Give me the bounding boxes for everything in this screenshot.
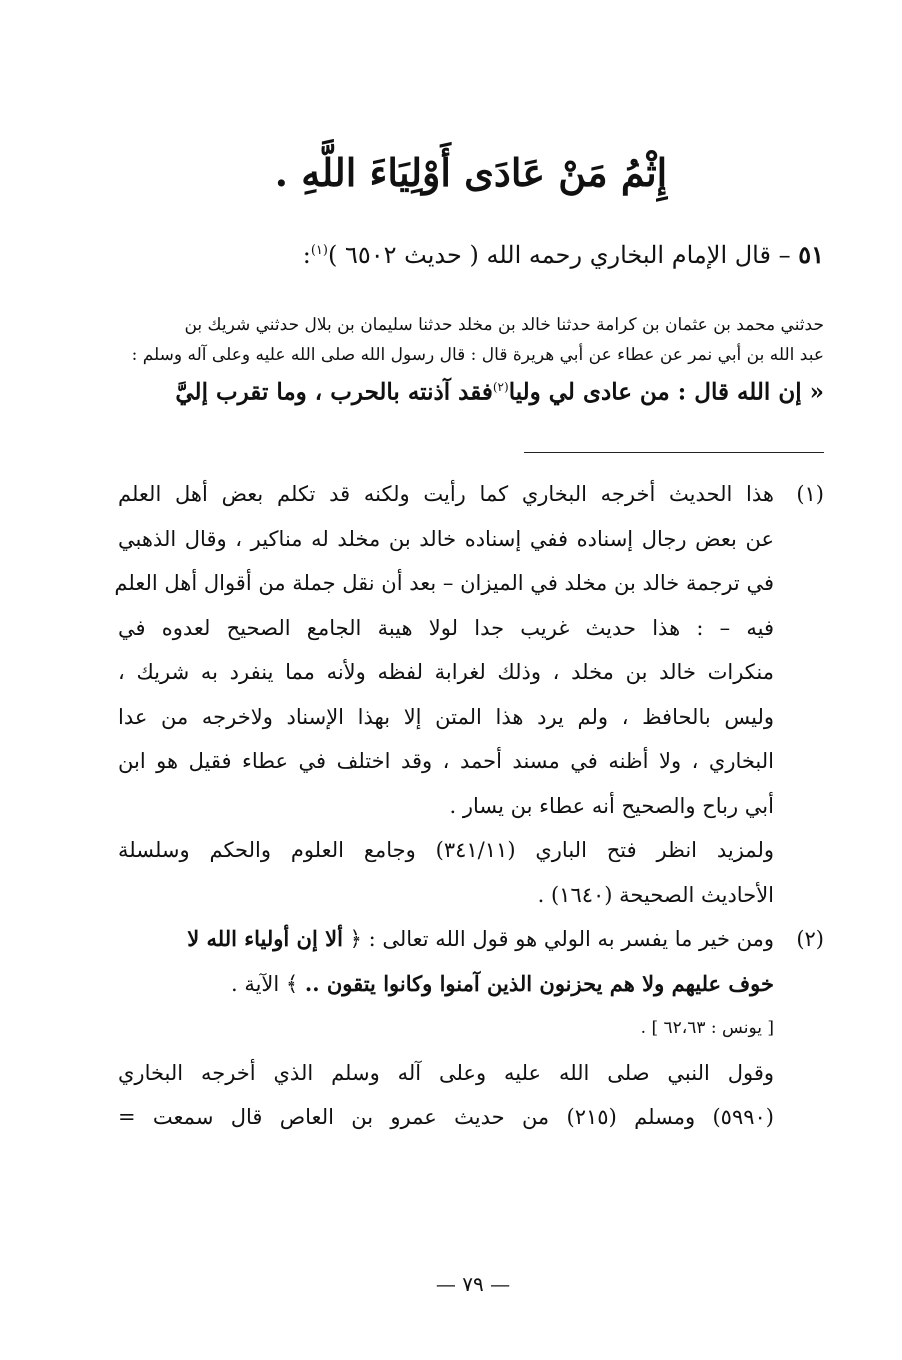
hadith-number: ٥١ <box>798 240 824 269</box>
footnote-line: هذا الحديث أخرجه البخاري كما رأيت ولكنه قد تكلم بعض أهل العلم <box>118 482 774 506</box>
footnotes <box>114 472 824 1140</box>
quran-verse: ألا إن أولياء الله لا <box>187 926 343 951</box>
footnote-line: وقول النبي صلى الله عليه وعلى آله وسلم الذي أخرجه البخاري <box>118 1060 774 1085</box>
heading-colon: : <box>302 241 311 269</box>
page-number: — ٧٩ — <box>435 1272 511 1296</box>
footnote-line: في ترجمة خالد بن مخلد في الميزان – بعد أن نقل جملة من أقوال أهل العلم <box>114 571 774 595</box>
footnote-ref-1: (١) <box>310 243 328 258</box>
footnote-marker: (١) <box>796 482 824 506</box>
footnote-line: ولمزيد انظر فتح الباري (٣٤١/١١) وجامع العلوم والحكم وسلسلة <box>118 838 774 862</box>
footnote-line: الأحاديث الصحيحة (١٦٤٠) . <box>537 882 774 907</box>
hadith-heading <box>80 240 824 269</box>
footnote-line: البخاري ، ولا أظنه في مسند أحمد ، وقد اختلف في عطاء فقيل هو ابن <box>118 749 774 773</box>
footnote-text: ﴾ الآية . <box>230 971 305 996</box>
footnote-line <box>118 962 774 1007</box>
chapter-title: إِثْمُ مَنْ عَادَى أَوْلِيَاءَ اللَّهِ . <box>274 150 668 195</box>
footnote-line: عن بعض رجال إسناده ففي إسناده خالد بن مخلد له مناكير ، وقال الذهبي <box>118 526 774 551</box>
footnote-line: وليس بالحافظ ، ولم يرد هذا المتن إلا بهذا الإسناد ولاخرجه من عدا <box>118 704 774 729</box>
isnad-line: حدثني محمد بن عثمان بن كرامة حدثنا خالد بن مخلد حدثنا سليمان بن بلال حدثني شريك بن <box>184 315 824 335</box>
footnote-line <box>118 917 774 962</box>
quran-verse: خوف عليهم ولا هم يحزنون الذين آمنوا وكانوا يتقون .. <box>304 970 774 996</box>
hadith-text <box>118 310 824 408</box>
hadith-heading-text: – قال الإمام البخاري رحمه الله ( حديث ٦٥٠٢ ) <box>327 241 799 269</box>
footnote-2 <box>118 917 824 1140</box>
verse-citation: [ يونس : ٦٢،٦٣ ] . <box>640 1018 774 1038</box>
matn-text: « إن الله قال : من عادى لي وليا <box>508 378 824 406</box>
footnote-marker: (٢) <box>796 927 824 951</box>
footnote-line: فيه – : هذا حديث غريب جدا لولا هيبة الجامع الصحيح لعدوه في <box>118 615 774 640</box>
footnote-text: ومن خير ما يفسر به الولي هو قول الله تعالى : ﴿ <box>342 927 774 951</box>
footnote-line: (٥٩٩٠) ومسلم (٢١٥) من حديث عمرو بن العاص قال سمعت = <box>118 1105 774 1129</box>
matn-text: فقد آذنته بالحرب ، وما تقرب إليَّ <box>175 378 493 406</box>
hadith-matn <box>118 372 824 408</box>
footnote-divider <box>524 452 824 453</box>
footnote-line: أبي رباح والصحيح أنه عطاء بن يسار . <box>449 793 774 818</box>
footnote-ref-2: (٢) <box>492 380 509 394</box>
isnad-line: عبد الله بن أبي نمر عن عطاء عن أبي هريرة قال : قال رسول الله صلى الله عليه وعلى آله وسلم : <box>131 345 824 365</box>
footnote-1 <box>114 472 824 917</box>
footnote-line: منكرات خالد بن مخلد ، وذلك لغرابة لفظه ولأنه مما ينفرد به شريك ، <box>118 660 774 684</box>
